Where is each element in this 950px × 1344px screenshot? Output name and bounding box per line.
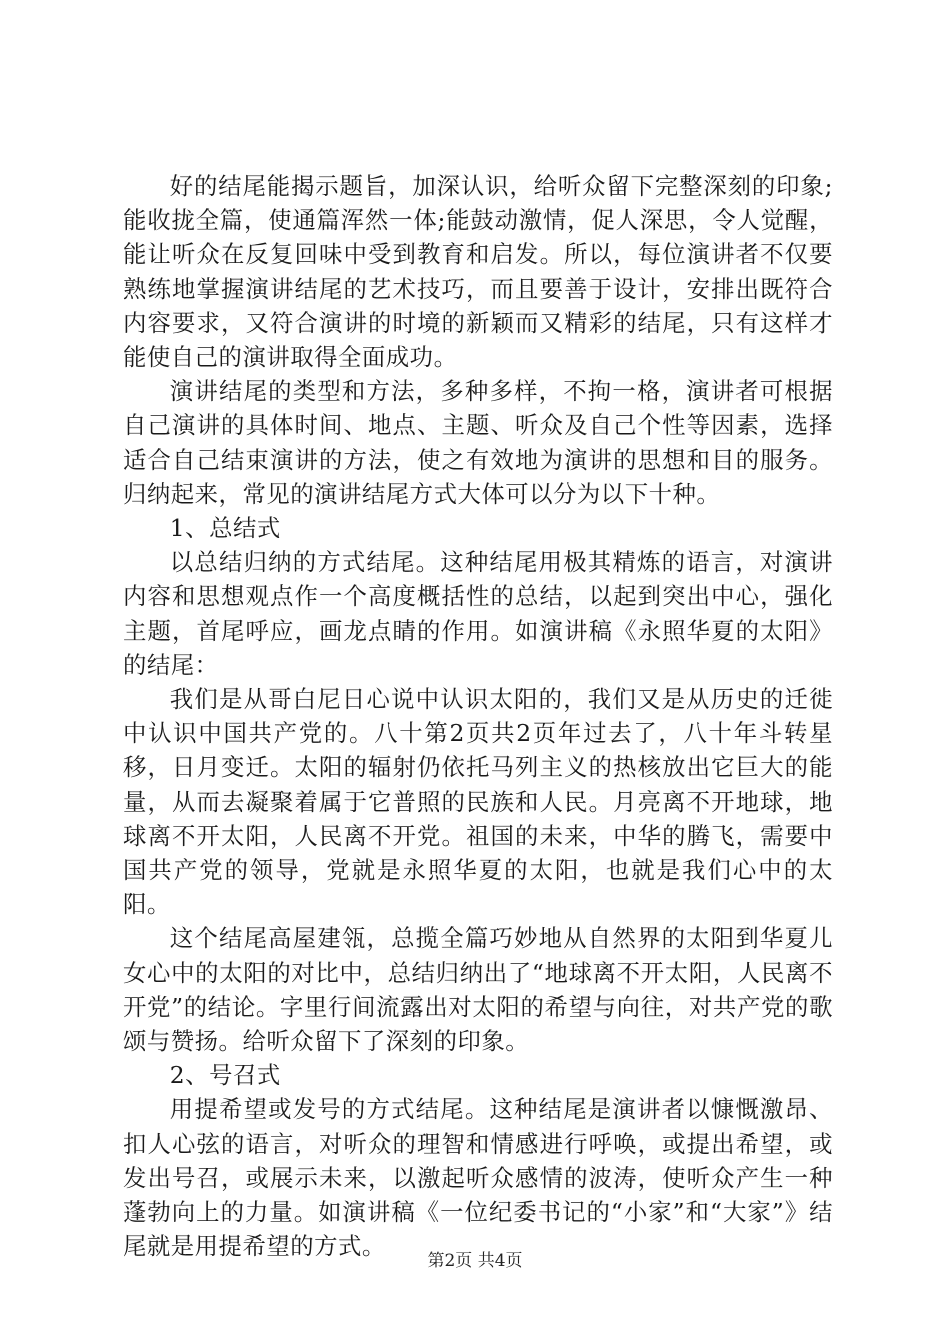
section-heading-call: 2、号召式 (169, 1061, 281, 1090)
page-footer: 第2页 共4页 (427, 1251, 523, 1271)
paragraph-intro: 好的结尾能揭示题旨，加深认识，给听众留下完整深刻的印象;能收拢全篇，使通篇浑然一体;能鼓动激情，促人深思，令人觉醒，能让听众在反复回味中受到教育和启发。所以，每位演讲者不仅要熟练地掌握演讲结尾的艺术技巧，而且要善于设计，安排出既符合内容要求，又符合演讲的时境的新颖而又精彩的结尾，只有这样才能使自己的演讲取得全面成功。 (123, 172, 833, 372)
paragraph-types: 演讲结尾的类型和方法，多种多样，不拘一格，演讲者可根据自己演讲的具体时间、地点、主题、听众及自己个性等因素，选择适合自己结束演讲的方法，使之有效地为演讲的思想和目的服务。归纳起来，常见的演讲结尾方式大体可以分为以下十种。 (123, 377, 833, 508)
paragraph-summary-analysis: 这个结尾高屋建瓴，总揽全篇巧妙地从自然界的太阳到华夏儿女心中的太阳的对比中，总结归纳出了“地球离不开太阳，人民离不开党”的结论。字里行间流露出对太阳的希望与向往，对共产党的歌颂与赞扬。给听众留下了深刻的印象。 (123, 924, 833, 1056)
paragraph-quote-sun: 我们是从哥白尼日心说中认识太阳的，我们又是从历史的迁徙中认识中国共产党的。八十第2页共2页年过去了，八十年斗转星移，日月变迁。太阳的辐射仍依托马列主义的热核放出它巨大的能量，从而去凝聚着属于它普照的民族和人民。月亮离不开地球，地球离不开太阳，人民离不开党。祖国的未来，中华的腾飞，需要中国共产党的领导，党就是永照华夏的太阳，也就是我们心中的太阳。 (123, 685, 833, 919)
paragraph-summary-desc: 以总结归纳的方式结尾。这种结尾用极其精炼的语言，对演讲内容和思想观点作一个高度概括性的总结，以起到突出中心，强化主题，首尾呼应，画龙点睛的作用。如演讲稿《永照华夏的太阳》的结尾： (123, 548, 833, 679)
document-body (123, 169, 833, 1264)
section-heading-summary: 1、总结式 (169, 514, 281, 543)
paragraph-call-desc: 用提希望或发号的方式结尾。这种结尾是演讲者以慷慨激昂、扣人心弦的语言，对听众的理智和情感进行呼唤，或提出希望，或发出号召，或展示未来，以激起听众感情的波涛，使听众产生一种蓬勃向上的力量。如演讲稿《一位纪委书记的“小家”和“大家”》结尾就是用提希望的方式。 (123, 1095, 833, 1261)
